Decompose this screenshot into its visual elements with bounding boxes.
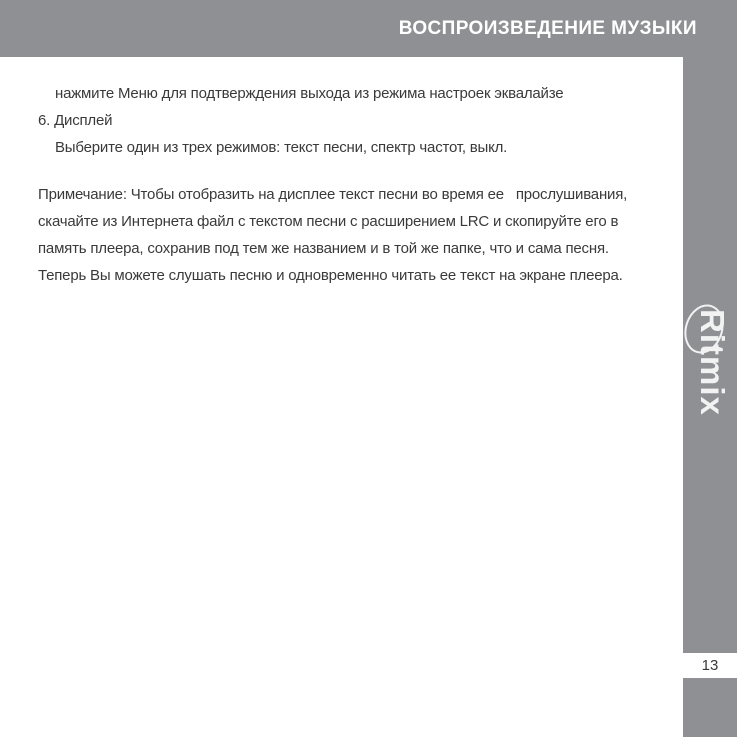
instruction-lines — [38, 80, 563, 161]
instruction-line: нажмите Меню для подтверждения выхода из режима настроек эквалайзе — [55, 85, 564, 102]
instruction-line: Выберите один из трех режимов: текст песни, спектр частот, выкл. — [55, 139, 508, 156]
logo-letter-r: R — [694, 309, 731, 334]
page-title: ВОСПРОИЗВЕДЕНИЕ МУЗЫКИ — [398, 17, 697, 39]
ritmix-logo — [689, 309, 731, 416]
note-line: Примечание: Чтобы отобразить на дисплее текст песни во время ее прослушивания, — [38, 186, 628, 203]
sidebar-bottom-band — [683, 678, 737, 737]
page-number: 13 — [701, 657, 719, 674]
logo-letters-rest: itmix — [694, 333, 731, 416]
instruction-line: 6. Дисплей — [38, 112, 113, 129]
sidebar-band — [683, 57, 737, 653]
header-band — [0, 0, 737, 57]
note-line: Теперь Вы можете слушать песню и одновременно читать ее текст на экране плеера. — [38, 267, 623, 284]
note-paragraph — [38, 181, 627, 289]
note-line: скачайте из Интернета файл с текстом песни с расширением LRC и скопируйте его в — [38, 213, 619, 230]
note-line: память плеера, сохранив под тем же названием и в той же папке, что и сама песня. — [38, 240, 609, 257]
page-number-band — [683, 653, 737, 678]
